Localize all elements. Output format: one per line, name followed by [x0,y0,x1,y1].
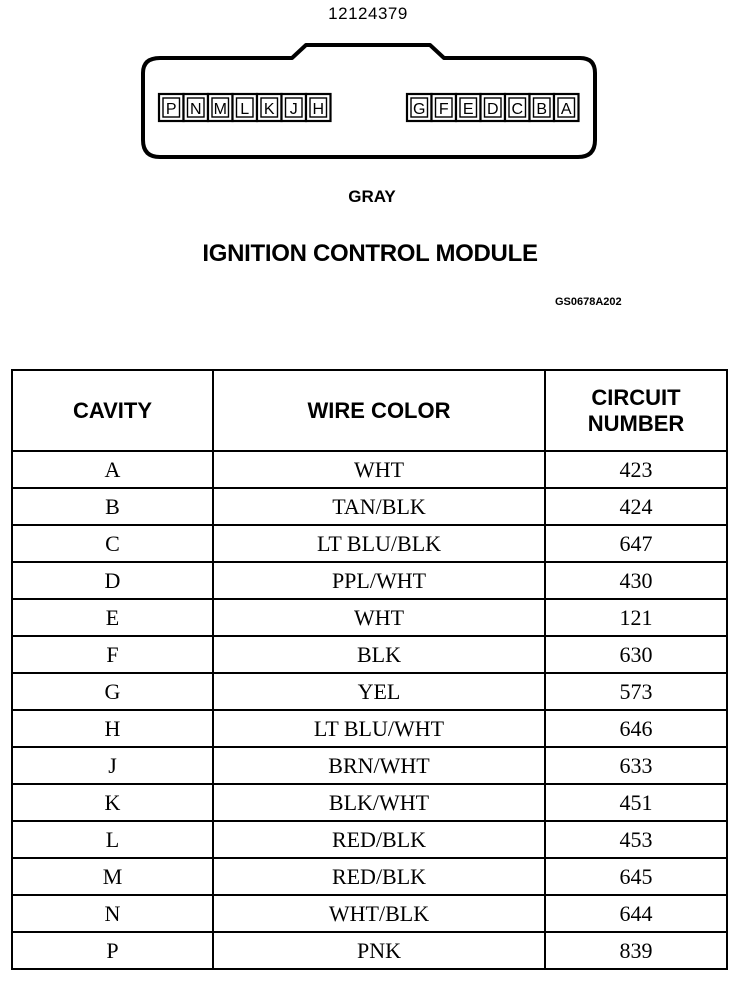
table-row [12,858,727,895]
circuit-number-cell: 424 [545,488,727,525]
circuit-number-cell: 839 [545,932,727,969]
table-row [12,488,727,525]
wire-color-cell: PPL/WHT [213,562,545,599]
cavity-cell: L [12,821,213,858]
cavity-cell: J [12,747,213,784]
cavity-cell: A [12,451,213,488]
wire-color-cell: RED/BLK [213,821,545,858]
cavity-cell: D [12,562,213,599]
connector-color-label: GRAY [348,187,396,206]
pin-cavity [456,94,481,121]
pin-cavity [530,94,555,121]
cavity-cell: F [12,636,213,673]
circuit-number-cell: 633 [545,747,727,784]
pin-cavity [257,94,282,121]
wire-color-cell: BLK/WHT [213,784,545,821]
circuit-number-cell: 451 [545,784,727,821]
wire-color-cell: TAN/BLK [213,488,545,525]
connector-face-diagram [0,0,736,180]
pin-label: P [165,101,177,118]
figure-id: GS0678A202 [555,296,622,308]
module-title: IGNITION CONTROL MODULE [202,240,538,267]
wire-color-cell: BLK [213,636,545,673]
wire-color-header: WIRE COLOR [213,370,545,451]
cavity-cell: E [12,599,213,636]
pin-label: F [438,101,449,118]
pin-cavity [233,94,258,121]
pin-cavity [184,94,209,121]
circuit-number-cell: 644 [545,895,727,932]
pin-label: N [189,101,202,118]
wire-color-cell: WHT [213,451,545,488]
table-row [12,784,727,821]
circuit-number-cell: 645 [545,858,727,895]
cavity-cell: N [12,895,213,932]
table-row [12,599,727,636]
pin-cavity [554,94,579,121]
pin-label: G [413,101,426,118]
circuit-number-cell: 647 [545,525,727,562]
cavity-cell: H [12,710,213,747]
cavity-cell: K [12,784,213,821]
table-row [12,525,727,562]
pin-cavity [407,94,432,121]
pin-label: H [312,101,325,118]
pin-cavity [505,94,530,121]
table-row [12,636,727,673]
table-row [12,710,727,747]
pin-cavity [432,94,457,121]
cavity-cell: P [12,932,213,969]
circuit-number-cell: 121 [545,599,727,636]
pin-label: B [536,101,548,118]
wire-color-cell: PNK [213,932,545,969]
pin-cavity [208,94,233,121]
pin-cavity [306,94,331,121]
pin-cavity [481,94,506,121]
wire-color-cell: LT BLU/BLK [213,525,545,562]
circuit-number-cell: 423 [545,451,727,488]
table-row [12,821,727,858]
cavity-header: CAVITY [12,370,213,451]
pin-cavity [159,94,184,121]
connector-part-number: 12124379 [328,4,408,23]
table-header-row [12,370,727,451]
circuit-number-cell: 453 [545,821,727,858]
circuit-number-header [545,370,727,451]
pin-label: E [462,101,474,118]
cavity-cell: C [12,525,213,562]
table-row [12,895,727,932]
table-row [12,451,727,488]
wire-color-cell: LT BLU/WHT [213,710,545,747]
pin-label: A [560,101,572,118]
pin-label: D [486,101,499,118]
table-row [12,673,727,710]
circuit-number-cell: 630 [545,636,727,673]
circuit-header-line1: CIRCUIT [591,384,681,410]
circuit-number-cell: 646 [545,710,727,747]
table-row [12,932,727,969]
pin-label: J [289,101,298,118]
cavity-cell: G [12,673,213,710]
pinout-table [11,369,728,970]
pin-label: M [213,101,227,118]
cavity-cell: B [12,488,213,525]
right-pin-row [407,94,579,121]
circuit-number-cell: 430 [545,562,727,599]
left-pin-row [159,94,331,121]
circuit-number-cell: 573 [545,673,727,710]
cavity-cell: M [12,858,213,895]
wire-color-cell: YEL [213,673,545,710]
pin-label: K [263,101,275,118]
table-row [12,562,727,599]
wire-color-cell: WHT [213,599,545,636]
wire-color-cell: WHT/BLK [213,895,545,932]
pin-cavity [282,94,307,121]
wire-color-cell: BRN/WHT [213,747,545,784]
wire-color-cell: RED/BLK [213,858,545,895]
pinout-table-body [12,451,727,969]
table-row [12,747,727,784]
pin-label: L [240,101,250,118]
pin-label: C [511,101,524,118]
circuit-header-line2: NUMBER [587,410,685,436]
